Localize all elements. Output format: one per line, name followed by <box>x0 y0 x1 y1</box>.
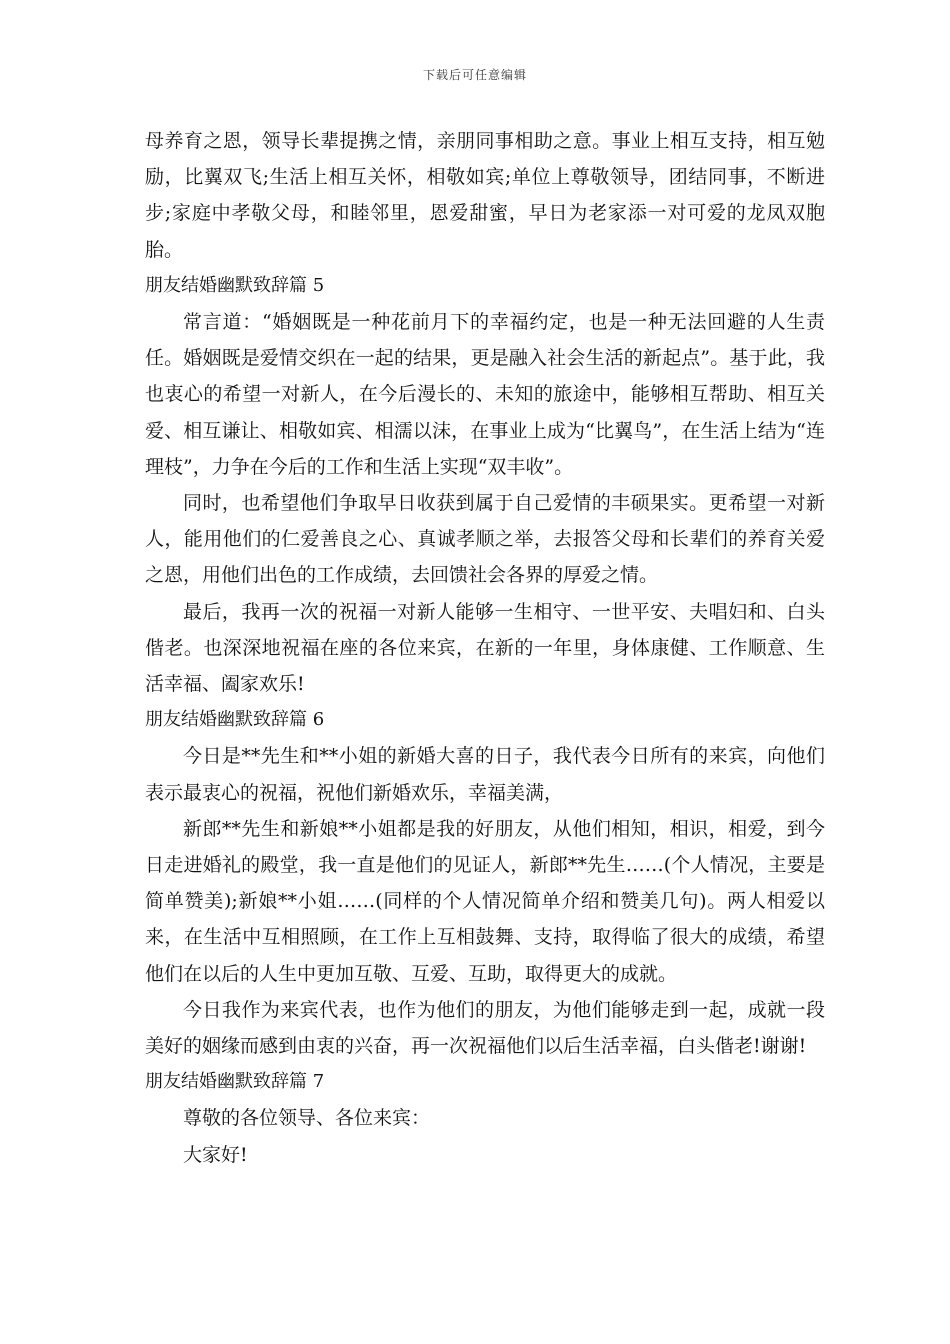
paragraph: 最后，我再一次的祝福一对新人能够一生相守、一世平安、夫唱妇和、白头偕老。也深深地祝福在座的各位来宾，在新的一年里，身体康健、工作顺意、生活幸福、阖家欢乐! <box>145 600 825 696</box>
section-title: 朋友结婚幽默致辞篇 5 <box>145 274 325 296</box>
paragraph: 尊敬的各位领导、各位来宾： <box>183 1107 431 1130</box>
paragraph: 母养育之恩，领导长辈提携之情，亲朋同事相助之意。事业上相互支持，相互勉励，比翼双飞;生活上相互关怀，相敬如宾;单位上尊敬领导，团结同事，不断进步;家庭中孝敬父母，和睦邻里，恩爱甜蜜，早日为老家添一对可爱的龙凤双胞胎。 <box>145 130 825 261</box>
paragraph: 新郎**先生和新娘**小姐都是我的好朋友，从他们相知，相识，相爱，到今日走进婚礼的殿堂，我一直是他们的见证人，新郎**先生……(个人情况，主要是简单赞美);新娘**小姐……(同样的个人情况简单介绍和赞美几句)。两人相爱以来，在生活中互相照顾，在工作上互相鼓舞、支持，取得临了很大的成绩，希望他们在以后的人生中更加互敬、互爱、互助，取得更大的成就。 <box>145 817 825 985</box>
header-note: 下载后可任意编辑 <box>422 68 527 82</box>
paragraph: 同时，也希望他们争取早日收获到属于自己爱情的丰硕果实。更希望一对新人，能用他们的仁爱善良之心、真诚孝顺之举，去报答父母和长辈们的养育关爱之恩，用他们出色的工作成绩，去回馈社会各界的厚爱之情。 <box>145 492 825 587</box>
paragraph: 大家好! <box>183 1143 248 1166</box>
paragraph: 今日我作为来宾代表，也作为他们的朋友，为他们能够走到一起，成就一段美好的姻缘而感到由衷的兴奋，再一次祝福他们以后生活幸福，白头偕老!谢谢! <box>145 998 825 1058</box>
document-body <box>145 123 825 1173</box>
paragraph: 常言道：“婚姻既是一种花前月下的幸福约定，也是一种无法回避的人生责任。婚姻既是爱情交织在一起的结果，更是融入社会生活的新起点”。基于此，我也衷心的希望一对新人，在今后漫长的、未知的旅途中，能够相互帮助、相互关爱、相互谦让、相敬如宾、相濡以沫，在事业上成为“比翼鸟”，在生活上结为“连理枝”，力争在今后的工作和生活上实现“双丰收”。 <box>145 311 825 478</box>
paragraph: 今日是**先生和**小姐的新婚大喜的日子，我代表今日所有的来宾，向他们表示最衷心的祝福，祝他们新婚欢乐，幸福美满， <box>145 745 825 804</box>
section-title: 朋友结婚幽默致辞篇 6 <box>145 709 325 731</box>
section-title: 朋友结婚幽默致辞篇 7 <box>145 1071 325 1093</box>
